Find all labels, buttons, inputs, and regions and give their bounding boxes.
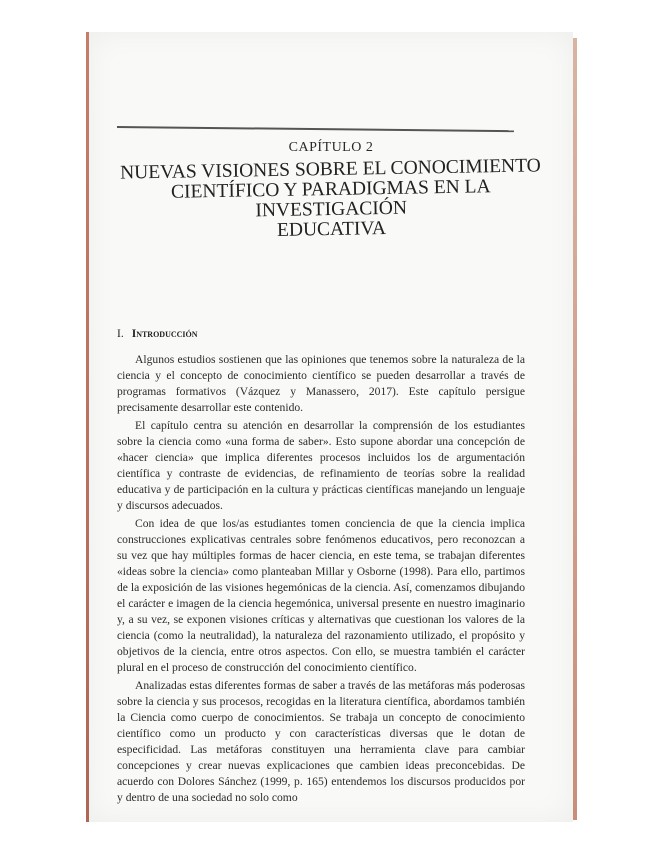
paragraph: El capítulo centra su atención en desarrollar la comprensión de los estudiantes sobre la ciencia como «una forma de saber». Esto supone abordar una concepción de «hacer ciencia» que implica diferentes procesos incluidos los de argumentación científica y contraste de evidencias, de refinamiento de teorías sobre la realidad educativa y de participación en la cultura y prácticas científicas manejando un lenguaje y discursos adecuados.: [117, 419, 525, 512]
chapter-title-line: CIENTÍFICO Y PARADIGMAS EN LA INVESTIGACIÓN: [170, 176, 491, 222]
book-page: [89, 32, 573, 822]
paragraph: Analizadas estas diferentes formas de saber a través de las metáforas más poderosas sobre la ciencia y sus procesos, recogidas en la literatura científica, abordamos también la Ciencia como cuerpo de conocimientos. Se trabaja un concepto de conocimiento científico como un producto y con características diversas que le dotan de especificidad. Las metáforas constituyen una herramienta clave para cambiar concepciones y crear nuevas explicaciones que cambien ideas preconcebidas. De acuerdo con Dolores Sánchez (1999, p. 165) entendemos los discursos producidos por y dentro de una sociedad no solo como: [117, 679, 525, 804]
chapter-title-line: NUEVAS VISIONES SOBRE EL CONOCIMIENTO: [119, 155, 541, 184]
body-text: [117, 352, 525, 808]
paragraph: Algunos estudios sostienen que las opiniones que tenemos sobre la naturaleza de la ciencia y el concepto de conocimiento científico se pueden desarrollar a través de programas formativos (Vázquez y Manassero, 2017). Este capítulo persigue precisamente desarrollar este contenido.: [117, 353, 525, 414]
section-number: I.: [117, 328, 124, 340]
chapter-rule: [117, 126, 514, 132]
chapter-title: [108, 156, 553, 244]
chapter-title-line: EDUCATIVA: [276, 218, 387, 241]
section-title: Introducción: [131, 328, 198, 340]
scan-edge-right: [573, 38, 577, 820]
paragraph: Con idea de que los/as estudiantes tomen conciencia de que la ciencia implica construcciones explicativas centrales sobre fenómenos educativos, pero reconozcan a su vez que hay múltiples formas de hacer ciencia, en este tema, se trabajan diferentes «ideas sobre la ciencia» como planteaban Millar y Osborne (1998). Para ello, partimos de la exposición de las visiones hegemónicas de la ciencia. Así, comenzamos dibujando el carácter e imagen de la ciencia hegemónica, universal presente en nuestro imaginario y, a su vez, se exponen visiones críticas y alternativas que cuestionan los valores de la ciencia (como la neutralidad), la naturaleza del razonamiento utilizado, el propósito y objetivos de la ciencia, entre otros aspectos. Con ello, se muestra también el carácter plural en el proceso de construcción del conocimiento científico.: [117, 517, 525, 674]
section-heading: [117, 328, 557, 340]
chapter-label: CAPÍTULO 2: [288, 140, 374, 155]
